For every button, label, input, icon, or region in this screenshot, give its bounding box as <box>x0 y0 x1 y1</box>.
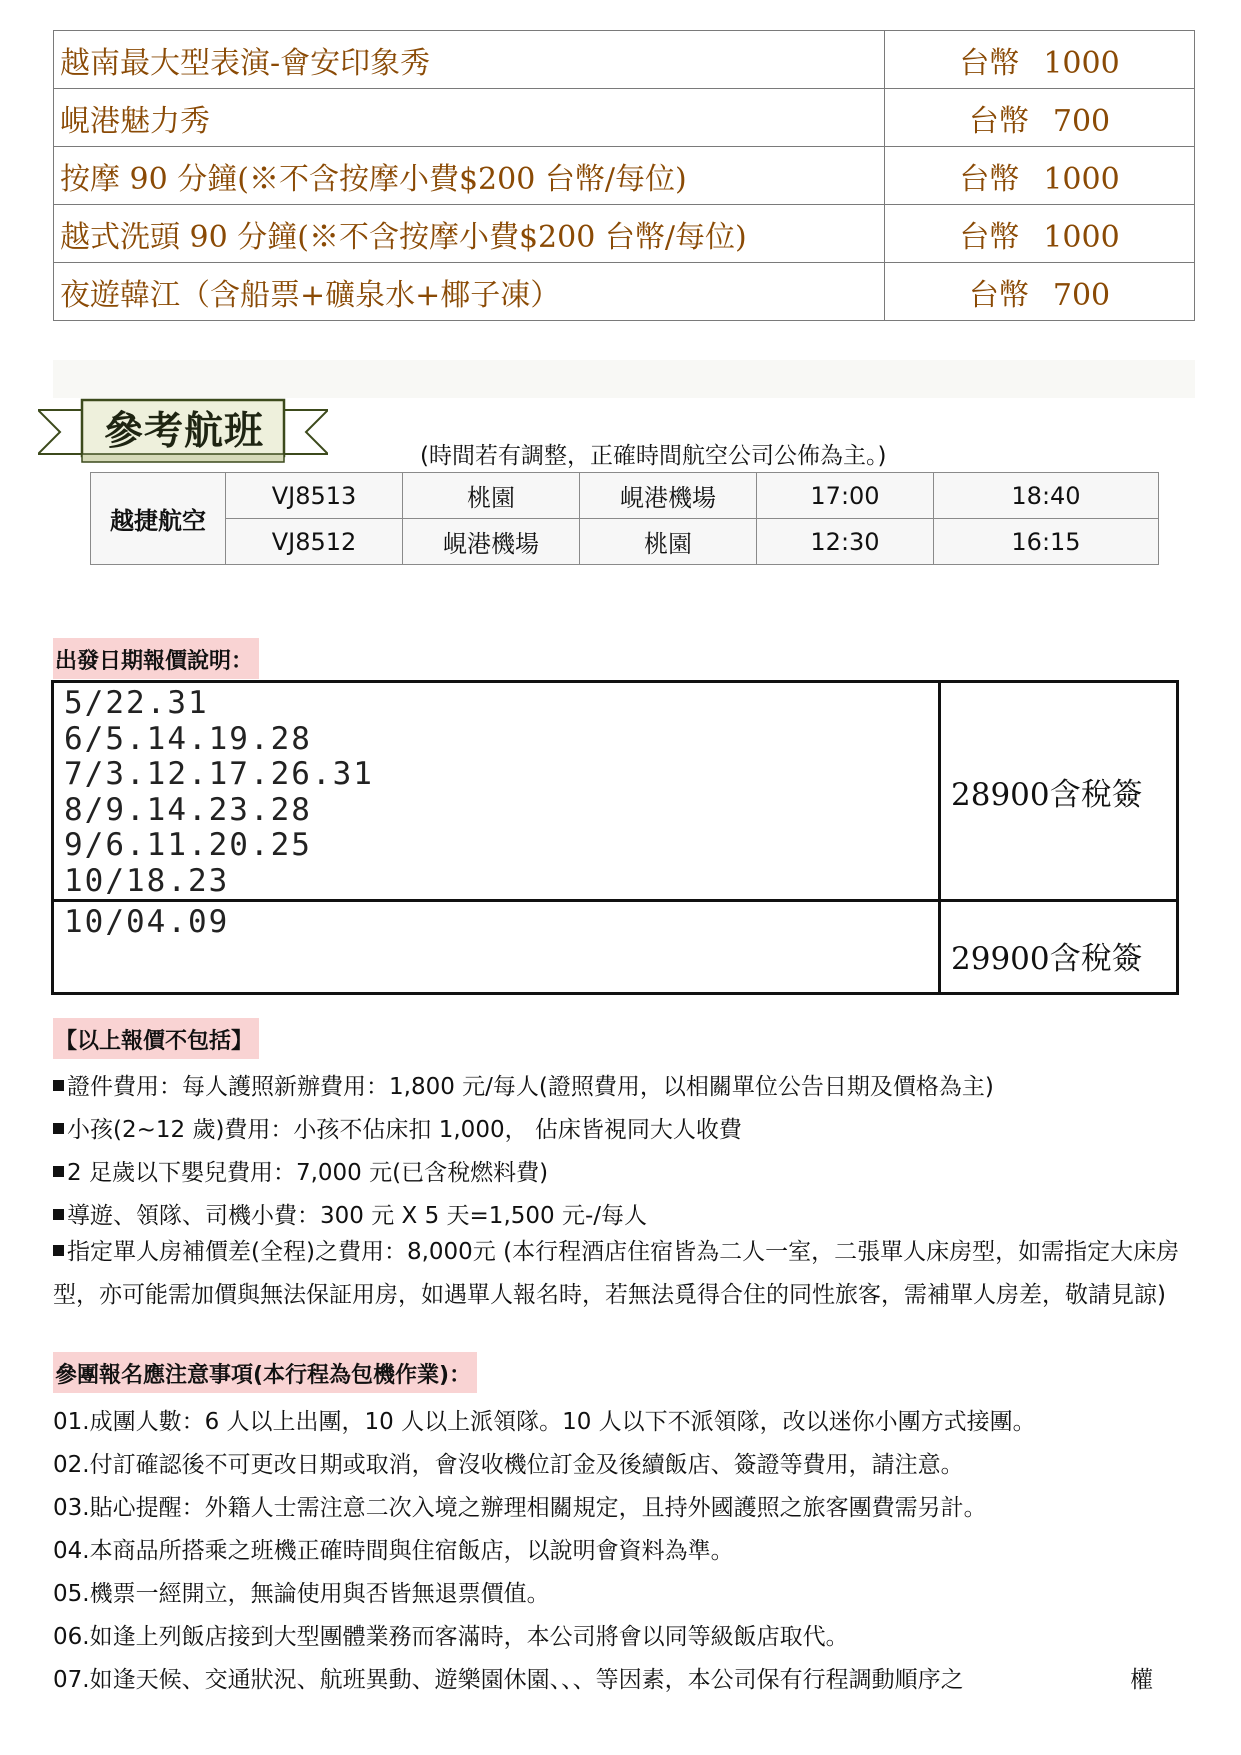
list-item: 05.機票一經開立，無論使用與否皆無退票價值。 <box>53 1581 550 1607</box>
flight-arrive-time: 18:40 <box>934 473 1159 519</box>
flight-table <box>90 472 1159 565</box>
optional-activities-table <box>53 30 1195 321</box>
bullet-icon <box>53 1123 64 1134</box>
date-line: 5/22.31 <box>64 685 209 721</box>
list-item: 03.貼心提醒：外籍人士需注意二次入境之辦理相關規定，且持外國護照之旅客團費需另計。 <box>53 1495 987 1521</box>
activity-name: 峴港魅力秀 <box>54 89 885 147</box>
flight-depart-time: 12:30 <box>757 519 934 565</box>
activity-price: 台幣 700 <box>885 89 1195 147</box>
airline-name: 越捷航空 <box>91 473 226 565</box>
list-item: 指定單人房補價差(全程)之費用：8,000元 (本行程酒店住宿皆為二人一室，二張單人床房型，如需指定大床房型，亦可能需加價與無法保証用房，如遇單人報名時，若無法覓得合住的同性旅客，需補單人房差，敬請見諒) <box>53 1239 1180 1308</box>
list-item: 小孩(2~12 歲)費用：小孩不佔床扣 1,000， 佔床皆視同大人收費 <box>53 1111 742 1144</box>
flight-number: VJ8513 <box>226 473 403 519</box>
activity-name: 越南最大型表演-會安印象秀 <box>54 31 885 89</box>
flight-depart-time: 17:00 <box>757 473 934 519</box>
list-item: 06.如逢上列飯店接到大型團體業務而客滿時，本公司將會以同等級飯店取代。 <box>53 1624 849 1650</box>
flight-origin: 桃園 <box>403 473 580 519</box>
flights-note: (時間若有調整，正確時間航空公司公佈為主。) <box>420 443 887 469</box>
flight-number: VJ8512 <box>226 519 403 565</box>
departure-dates <box>53 682 940 901</box>
table-row <box>53 682 1178 901</box>
bullet-icon <box>53 1166 64 1177</box>
date-line: 10/18.23 <box>64 862 230 899</box>
bullet-icon <box>53 1209 64 1220</box>
date-line: 8/9.14.23.28 <box>64 791 312 828</box>
list-item: 07.如逢天候、交通狀況、航班異動、遊樂園休園、、、等因素，本公司保有行程調動順序之 <box>53 1667 964 1693</box>
activity-name: 夜遊韓江（含船票+礦泉水+椰子凍） <box>54 263 885 321</box>
trailing-text: 權 <box>1130 1667 1153 1693</box>
activity-name: 越式洗頭 90 分鐘(※不含按摩小費$200 台幣/每位) <box>54 205 885 263</box>
list-item: 01.成團人數：6 人以上出團，10 人以上派領隊。10 人以下不派領隊，改以迷你小團方式接團。 <box>53 1409 1036 1435</box>
list-item: 導遊、領隊、司機小費：300 元 X 5 天=1,500 元-/每人 <box>53 1197 647 1230</box>
notes-title: 參團報名應注意事項(本行程為包機作業)： <box>53 1352 477 1393</box>
flights-title: 參考航班 <box>104 409 265 454</box>
departure-title: 出發日期報價說明： <box>53 638 259 679</box>
bullet-icon <box>53 1245 64 1256</box>
list-item: 2 足歲以下嬰兒費用：7,000 元(已含稅燃料費) <box>53 1154 548 1187</box>
activity-price: 台幣 1000 <box>885 147 1195 205</box>
table-row <box>54 205 1195 263</box>
date-line: 9/6.11.20.25 <box>64 827 312 863</box>
table-row <box>53 901 1178 994</box>
activity-price: 台幣 1000 <box>885 31 1195 89</box>
flight-destination: 峴港機場 <box>580 473 757 519</box>
date-line: 6/5.14.19.28 <box>64 720 312 757</box>
table-row <box>54 263 1195 321</box>
table-row <box>54 147 1195 205</box>
activity-name: 按摩 90 分鐘(※不含按摩小費$200 台幣/每位) <box>54 147 885 205</box>
background-band <box>53 360 1195 398</box>
departure-dates <box>53 901 940 994</box>
table-row <box>54 31 1195 89</box>
activity-price: 台幣 700 <box>885 263 1195 321</box>
flight-arrive-time: 16:15 <box>934 519 1159 565</box>
table-row <box>91 519 1159 565</box>
departure-price-table <box>51 680 1179 995</box>
departure-price: 29900含稅簽 <box>940 901 1178 994</box>
table-row <box>54 89 1195 147</box>
list-item: 04.本商品所搭乘之班機正確時間與住宿飯店，以說明會資料為準。 <box>53 1538 734 1564</box>
table-row <box>91 473 1159 519</box>
list-item: 證件費用：每人護照新辦費用：1,800 元/每人(證照費用，以相關單位公告日期及價格為主) <box>53 1068 994 1101</box>
bullet-icon <box>53 1080 64 1091</box>
activity-price: 台幣 1000 <box>885 205 1195 263</box>
excluded-title: 【以上報價不包括】 <box>53 1018 259 1059</box>
flight-destination: 桃園 <box>580 519 757 565</box>
list-item: 02.付訂確認後不可更改日期或取消，會沒收機位訂金及後續飯店、簽證等費用，請注意。 <box>53 1452 964 1478</box>
date-line: 10/04.09 <box>64 904 230 940</box>
flight-origin: 峴港機場 <box>403 519 580 565</box>
date-line: 7/3.12.17.26.31 <box>64 756 374 792</box>
departure-price: 28900含稅簽 <box>940 682 1178 901</box>
